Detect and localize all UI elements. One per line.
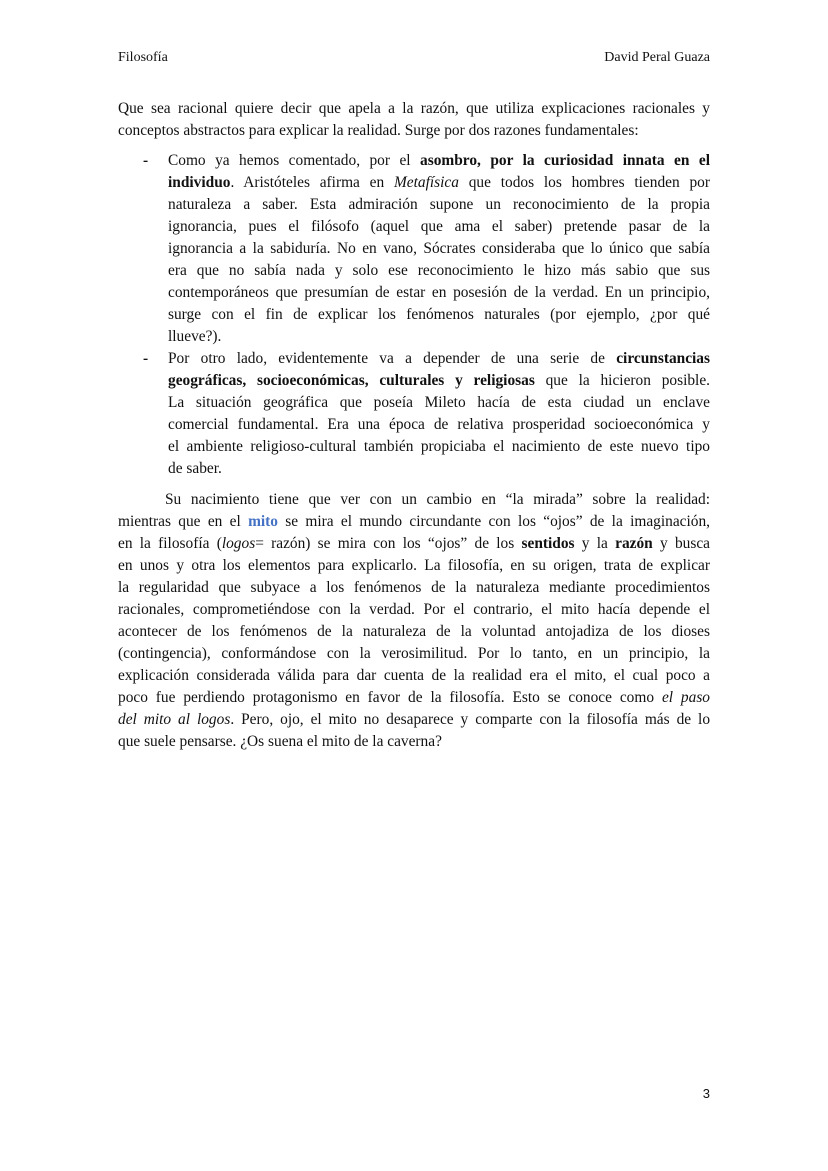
mito-link[interactable]: mito [248,513,278,530]
text-line: explicación considerada válida para dar cuenta de la realidad era el mito, el cual poco a [118,667,710,684]
text-line: (contingencia), conformándose con la verosimilitud. Por lo tanto, en un principio, la [118,645,710,662]
italic-text: del mito al logos [118,711,231,728]
bullet-marker: - [143,152,149,169]
text-line: contemporáneos que presumían de estar en posesión de la verdad. En un principio, [168,284,710,301]
text-line: la regularidad que subyace a los fenómenos de la naturaleza mediante procedimientos [118,579,710,596]
text-line: surge con el fin de explicar los fenómenos naturales (por ejemplo, ¿por qué [168,306,710,323]
text-line: era que no sabía nada y solo ese reconocimiento le hizo más sabio que sus [168,262,710,279]
reasons-list [118,150,710,480]
document-body [118,98,710,753]
bold-text: circunstancias [616,350,710,367]
header-author: David Peral Guaza [604,50,710,65]
list-item [118,348,710,480]
text-line: mientras que en el mito se mira el mundo circundante con los “ojos” de la imaginación, [118,513,711,530]
page-header [118,49,710,67]
text-line: del mito al logos. Pero, ojo, el mito no desaparece y comparte con la filosofía más de lo [118,711,711,728]
text-line: acontecer de los fenómenos de la naturaleza de la voluntad antojadiza de los dioses [118,623,710,640]
text-line: comercial fundamental. Era una época de relativa prosperidad socioeconómica y [168,416,710,433]
intro-paragraph [118,98,710,142]
italic-text: el paso [661,689,711,706]
text-line: La situación geográfica que poseía Mileto hacía de esta ciudad un enclave [168,394,710,411]
bold-text: sentidos [521,535,575,552]
bullet-marker: - [143,350,149,367]
main-paragraph [118,489,710,753]
text-line: poco fue perdiendo protagonismo en favor de la filosofía. Esto se conoce como el paso [118,689,711,706]
text-line: que suele pensarse. ¿Os suena el mito de la caverna? [118,733,442,750]
text-line: Su nacimiento tiene que ver con un cambio en “la mirada” sobre la realidad: [165,491,710,508]
bold-text: razón [615,535,653,552]
text-line: el ambiente religioso-cultural también propiciaba el nacimiento de este nuevo tipo [168,438,710,455]
text-line: ignorancia, pues el filósofo (aquel que ama el saber) pretende pasar de la [168,218,710,235]
list-item [118,150,710,348]
text-line: Que sea racional quiere decir que apela a la razón, que utiliza explicaciones racionales y [118,100,710,117]
italic-text: logos [221,535,256,552]
text-line: Por otro lado, evidentemente va a depender de una serie de circunstancias [168,350,710,367]
bold-text: individuo [168,174,231,191]
italic-text: Metafísica [393,174,459,191]
text-line: Como ya hemos comentado, por el asombro, por la curiosidad innata en el [168,152,711,169]
text-line: racionales, comprometiéndose con la verdad. Por el contrario, el mito hacía depende el [118,601,710,618]
bold-text: geográficas, socioeconómicas, culturales y religiosas [168,372,535,389]
text-line: individuo. Aristóteles afirma en Metafísica que todos los hombres tienden por [168,174,710,191]
text-line: geográficas, socioeconómicas, culturales y religiosas que la hicieron posible. [168,372,710,389]
text-line: en la filosofía (logos= razón) se mira con los “ojos” de los sentidos y la razón y busca [118,535,711,552]
page-number: 3 [702,1086,710,1101]
text-line: de saber. [168,460,222,477]
text-line: conceptos abstractos para explicar la realidad. Surge por dos razones fundamentales: [118,122,639,139]
text-line: naturaleza a saber. Esta admiración supone un reconocimiento de la propia [168,196,710,213]
text-line: llueve?). [168,328,222,345]
header-subject: Filosofía [118,50,168,65]
text-line: ignorancia a la sabiduría. No en vano, Sócrates consideraba que lo único que sabía [168,240,710,257]
text-line: en unos y otra los elementos para explicarlo. La filosofía, en su origen, trata de explicar [118,557,710,574]
bold-text: asombro, por la curiosidad innata en el [420,152,711,169]
